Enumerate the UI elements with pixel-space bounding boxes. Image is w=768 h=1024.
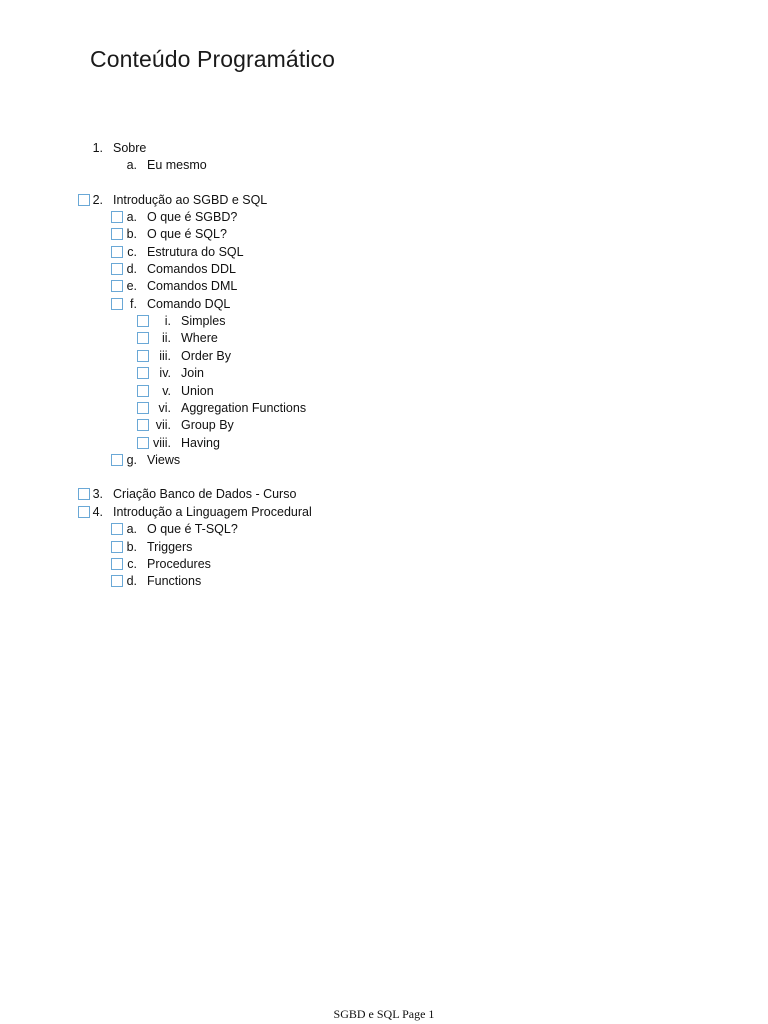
list-marker: 2.	[92, 193, 103, 207]
list-marker: 1.	[92, 141, 103, 155]
page-title: Conteúdo Programático	[90, 46, 336, 72]
list-marker: a.	[126, 210, 137, 224]
list-marker: 4.	[92, 505, 103, 519]
list-marker: vi.	[158, 401, 171, 415]
list-marker: vii.	[155, 418, 171, 432]
list-item-label: O que é SQL?	[147, 227, 227, 241]
page-footer: SGBD e SQL Page 1	[333, 1007, 435, 1021]
list-marker: d.	[126, 574, 137, 588]
list-item-label: Where	[181, 331, 218, 345]
list-marker: v.	[162, 384, 171, 398]
list-item-label: Comandos DDL	[147, 262, 236, 276]
list-item-label: Procedures	[147, 557, 211, 571]
list-marker: ii.	[161, 331, 171, 345]
list-marker: e.	[126, 279, 137, 293]
list-item-label: Sobre	[113, 141, 147, 155]
list-marker: b.	[126, 227, 137, 241]
list-item-label: Introdução a Linguagem Procedural	[113, 505, 312, 519]
list-item-label: Simples	[181, 314, 226, 328]
list-marker: i.	[164, 314, 171, 328]
list-marker: viii.	[152, 436, 171, 450]
list-item-label: Eu mesmo	[147, 158, 207, 172]
list-item-label: Order By	[181, 349, 232, 363]
list-marker: a.	[126, 522, 137, 536]
list-item-label: Functions	[147, 574, 202, 588]
list-item-label: Having	[181, 436, 220, 450]
list-item-label: Criação Banco de Dados - Curso	[113, 487, 297, 501]
list-marker: d.	[126, 262, 137, 276]
list-item-label: Group By	[181, 418, 234, 432]
list-item-label: Views	[147, 453, 181, 467]
list-marker: c.	[127, 557, 137, 571]
list-item-label: Union	[181, 384, 214, 398]
list-marker: g.	[126, 453, 137, 467]
list-marker: c.	[127, 245, 137, 259]
list-marker: b.	[126, 540, 137, 554]
list-item-label: O que é SGBD?	[147, 210, 238, 224]
list-item-label: Aggregation Functions	[181, 401, 307, 415]
list-marker: iii.	[159, 349, 171, 363]
list-item-label: Estrutura do SQL	[147, 245, 244, 259]
list-marker: 3.	[92, 487, 103, 501]
list-item-label: Triggers	[147, 540, 193, 554]
list-item-label: Comandos DML	[147, 279, 238, 293]
list-item-label: Comando DQL	[147, 297, 231, 311]
list-item-label: Join	[181, 366, 204, 380]
list-marker: f.	[130, 297, 137, 311]
list-marker: a.	[126, 158, 137, 172]
list-marker: iv.	[159, 366, 171, 380]
list-item-label: O que é T-SQL?	[147, 522, 238, 536]
list-item-label: Introdução ao SGBD e SQL	[113, 193, 268, 207]
